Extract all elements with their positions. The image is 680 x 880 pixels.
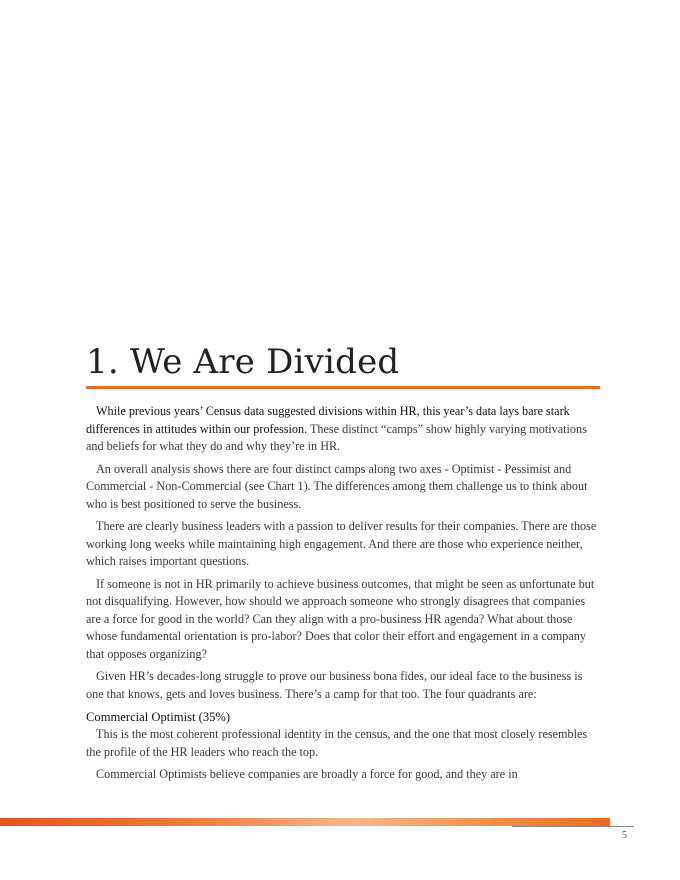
paragraph-2: An overall analysis shows there are four distinct camps along two axes - Optimist - Pessimist and Commercial - Non-Commercial (see Chart 1). The differences among them challenge us to think about who is best positioned to serve the business. (86, 461, 588, 511)
footer-rule (512, 826, 634, 827)
chapter-title: 1. We Are Divided (86, 342, 400, 382)
paragraph-1-rest: These distinct “camps” show highly varying motivations and beliefs for what they do and why they’re in HR. (86, 421, 587, 453)
page-number: 5 (622, 830, 627, 841)
paragraph-3: There are clearly business leaders with a passion to deliver results for their companies. There are those working long weeks while maintaining high engagement. And there are those who experience neither, which raises important questions. (86, 519, 597, 568)
title-underline (86, 386, 600, 389)
footer-gradient-bar (0, 818, 610, 826)
paragraph-5: Given HR’s decades-long struggle to prove our business bona fides, our ideal face to the business is one that knows, gets and loves business. There’s a camp for that too. The four quadrants are: (86, 669, 583, 701)
paragraph-6: This is the most coherent professional identity in the census, and the one that most closely resembles the profile of the HR leaders who reach the top. (86, 727, 588, 759)
subheading-commercial-optimist: Commercial Optimist (35%) (86, 710, 231, 724)
lead-sentence: While previous years’ Census data suggested divisions within HR, this year’s data lays bare stark differences in attitudes within our profession. (86, 404, 570, 436)
paragraph-1 (86, 403, 600, 456)
paragraph-7: Commercial Optimists believe companies are broadly a force for good, and they are in (96, 767, 518, 781)
paragraph-4: If someone is not in HR primarily to achieve business outcomes, that might be seen as unfortunate but not disqualifying. However, how should we approach someone who strongly disagrees that companies are a force for good in the world? Can they align with a pro-business HR agenda? What about those whose fundamental orientation is pro-labor? Does that color their effort and engagement in a company that opposes organizing? (86, 576, 595, 661)
body-text (86, 403, 600, 789)
